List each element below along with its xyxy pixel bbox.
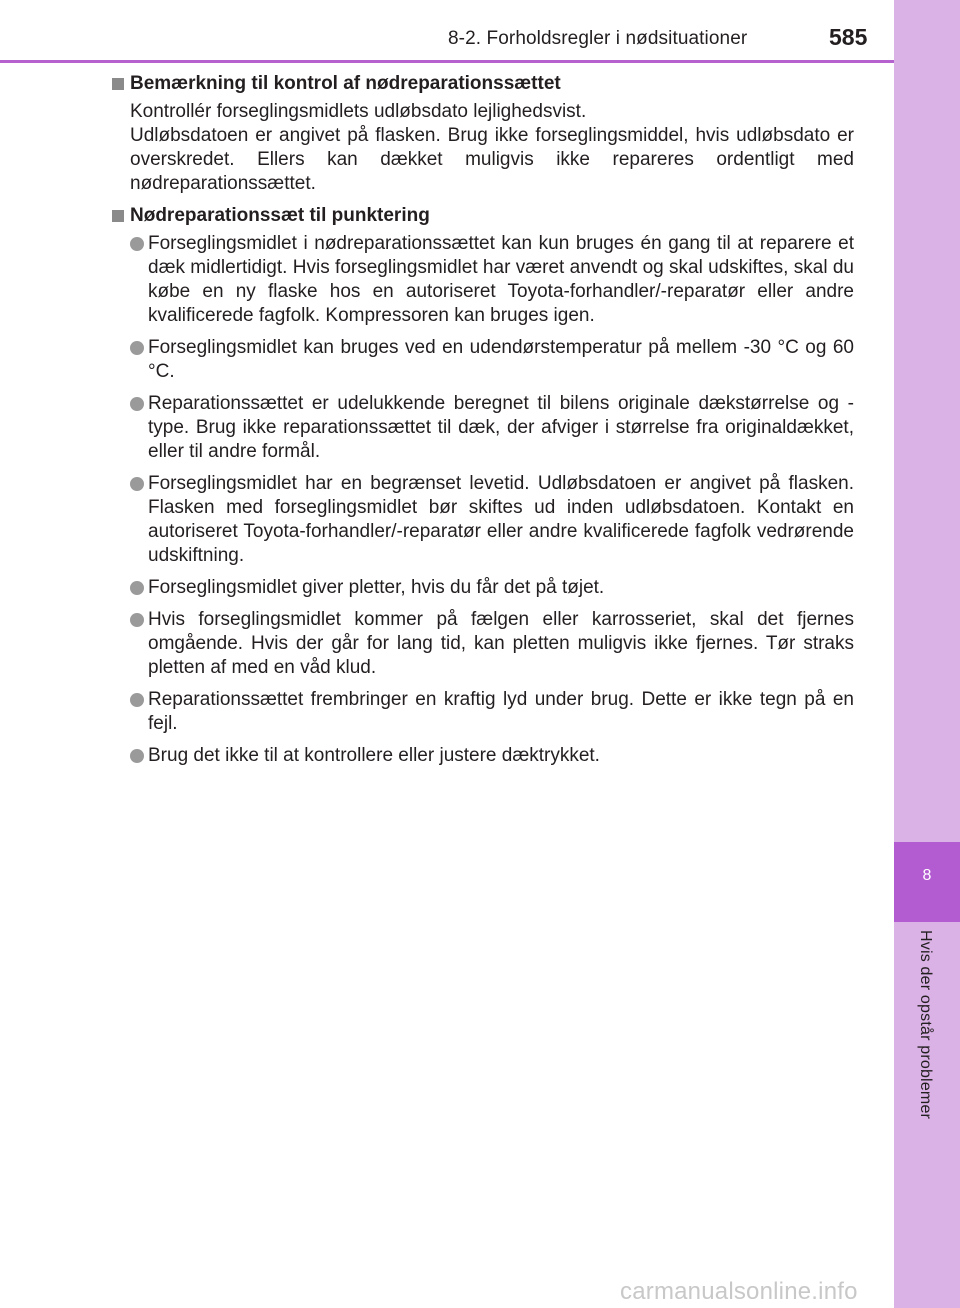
- section-heading-text: Bemærkning til kontrol af nødreparationssættet: [130, 73, 561, 94]
- circle-bullet-icon: [130, 581, 144, 595]
- circle-bullet-icon: [130, 341, 144, 355]
- list-item: [110, 688, 854, 736]
- section-kit-check-note: [110, 72, 854, 196]
- list-item: [110, 472, 854, 568]
- list-item: [110, 576, 854, 600]
- section-title: 8-2. Forholdsregler i nødsituationer: [448, 28, 748, 49]
- list-item: [110, 232, 854, 328]
- circle-bullet-icon: [130, 397, 144, 411]
- section-heading: [110, 72, 854, 96]
- section-heading-text: Nødreparationssæt til punktering: [130, 205, 430, 226]
- list-item: [110, 744, 854, 768]
- circle-bullet-icon: [130, 693, 144, 707]
- chapter-sidebar: [894, 0, 960, 1308]
- chapter-number-tab: 8: [894, 842, 960, 922]
- page-number: 585: [829, 24, 868, 50]
- square-bullet-icon: [112, 210, 124, 222]
- paragraph-line: Udløbsdatoen er angivet på flasken. Brug ikke forseglingsmiddel, hvis udløbsdato er overskredet. Ellers kan dækket muligvis ikke repareres ordentligt med nødreparationssættet.: [130, 125, 854, 194]
- list-item-text: Forseglingsmidlet kan bruges ved en udendørstemperatur på mellem -30 °C og 60 °C.: [148, 337, 854, 382]
- list-item-text: Reparationssættet er udelukkende beregnet til bilens originale dækstørrelse og -type. Brug ikke reparationssættet til dæk, der afviger i størrelse fra originaldækket, eller til andre formål.: [148, 393, 854, 462]
- list-item-text: Forseglingsmidlet har en begrænset levetid. Udløbsdatoen er angivet på flasken. Flasken med forseglingsmidlet bør skiftes ud inden udløbsdatoen. Kontakt en autoriseret Toyota-forhandler/-reparatør eller andre kvalificerede fagfolk vedrørende udskiftning.: [148, 473, 854, 566]
- paragraph-line: Kontrollér forseglingsmidlets udløbsdato lejlighedsvist.: [130, 101, 587, 122]
- list-item-text: Forseglingsmidlet i nødreparationssættet kan kun bruges én gang til at reparere et dæk midlertidigt. Hvis forseglingsmidlet har været anvendt og skal udskiftes, skal du købe en ny flaske hos en autoriseret Toyota-forhandler/-reparatør eller andre kvalificerede fagfolk. Kompressoren kan bruges igen.: [148, 233, 854, 326]
- circle-bullet-icon: [130, 613, 144, 627]
- list-item-text: Reparationssættet frembringer en kraftig lyd under brug. Dette er ikke tegn på en fejl.: [148, 689, 854, 734]
- section-paragraph: [110, 100, 854, 196]
- page-header: [0, 0, 894, 62]
- list-item-text: Brug det ikke til at kontrollere eller justere dæktrykket.: [148, 745, 600, 766]
- section-heading: [110, 204, 854, 228]
- square-bullet-icon: [112, 78, 124, 90]
- list-item: [110, 392, 854, 464]
- list-item-text: Forseglingsmidlet giver pletter, hvis du får det på tøjet.: [148, 577, 605, 598]
- chapter-title: Hvis der opstår problemer: [917, 930, 934, 1120]
- circle-bullet-icon: [130, 477, 144, 491]
- circle-bullet-icon: [130, 237, 144, 251]
- list-item: [110, 336, 854, 384]
- section-puncture-kit: [110, 204, 854, 768]
- list-item-text: Hvis forseglingsmidlet kommer på fælgen eller karrosseriet, skal det fjernes omgående. Hvis der går for lang tid, kan pletten muligvis ikke fjernes. Tør straks pletten af med en våd klud.: [148, 609, 854, 678]
- list-item: [110, 608, 854, 680]
- page-content: [110, 72, 854, 776]
- header-rule: [0, 60, 894, 63]
- circle-bullet-icon: [130, 749, 144, 763]
- watermark: carmanualsonline.info: [620, 1278, 858, 1305]
